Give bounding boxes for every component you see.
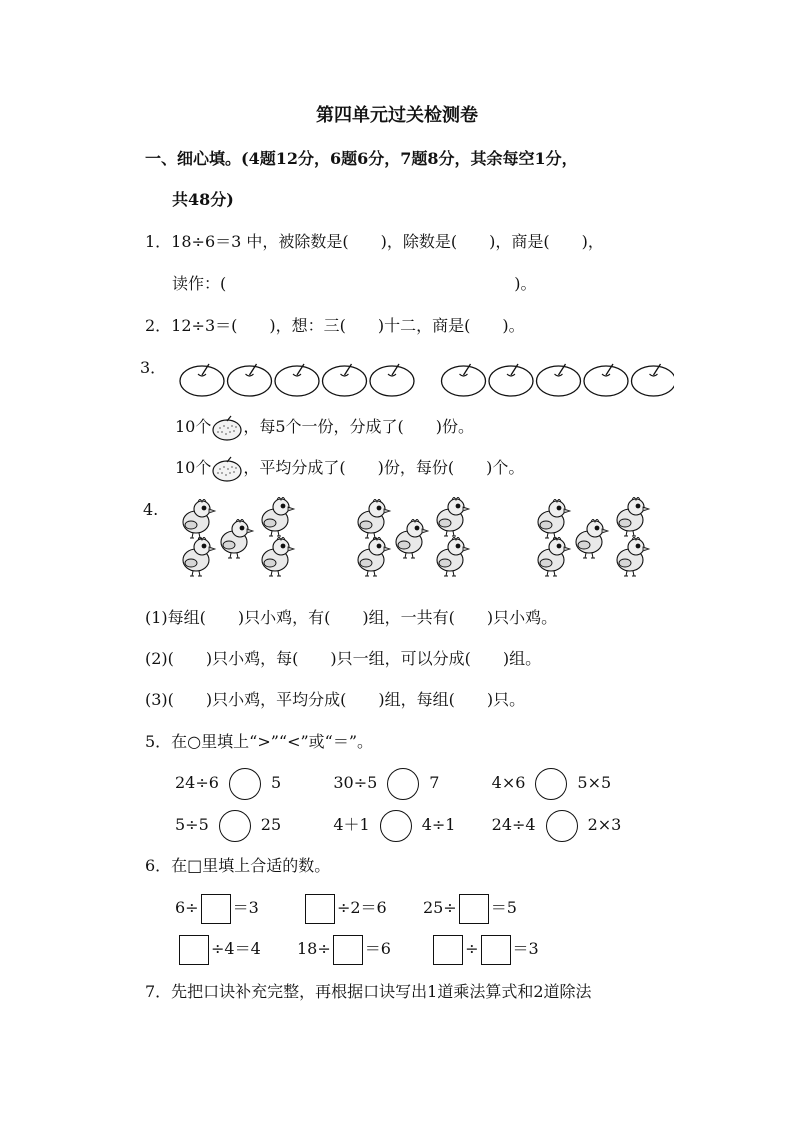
q6-expr-part: 18÷: [296, 939, 331, 958]
apple-icon: [275, 364, 319, 396]
q4-sub2: (2)( )只小鸡，每( )只一组，可以分成( )组。: [145, 649, 542, 668]
q5-expr-left: 5÷5: [175, 815, 209, 834]
chick-icon: [183, 500, 215, 539]
apple-icon: [584, 364, 628, 396]
apple-icon: [489, 364, 533, 396]
chick-icon: [617, 538, 649, 577]
page-title: 第四单元过关检测卷: [316, 105, 478, 126]
q5-expr-right: 4÷1: [421, 815, 456, 834]
q5-expr-right: 2×3: [587, 815, 622, 834]
q6-row1: [175, 891, 517, 925]
answer-box[interactable]: [305, 894, 335, 924]
section-heading-cont: 共48分): [172, 190, 234, 209]
q3-line1: [175, 413, 474, 442]
q6-expr-part: ＝3: [512, 939, 539, 958]
apple-icon: [180, 364, 224, 396]
q3-line1-pre: 10个: [175, 417, 212, 436]
chick-icon: [437, 498, 469, 537]
section-heading: 一、细心填。(4题12分，6题6分，7题8分，其余每空1分，: [145, 149, 578, 168]
q5-expr-left: 4×6: [491, 773, 526, 792]
chick-groups-icon: [170, 494, 660, 580]
q2-line1: 2．12÷3＝( )，想：三( )十二，商是( )。: [145, 316, 525, 335]
q6-expr-part: ÷2＝6: [336, 898, 387, 917]
answer-box[interactable]: [481, 935, 511, 965]
q5-expr-right: 5×5: [577, 773, 612, 792]
q5-instruction: 5．在○里填上“>”“<”或“＝”。: [145, 732, 374, 751]
q4-number: 4.: [143, 500, 159, 519]
answer-box[interactable]: [201, 894, 231, 924]
apple-row-icon: [178, 360, 674, 398]
chick-icon: [262, 538, 294, 577]
apple-icon: [370, 364, 414, 396]
q5-expr-right: 7: [429, 773, 440, 792]
answer-box[interactable]: [459, 894, 489, 924]
apple-icon: [537, 364, 581, 396]
apple-icon: [228, 364, 272, 396]
q1-line2: 读作：( )。: [172, 274, 537, 293]
answer-box[interactable]: [433, 935, 463, 965]
q5-expr-right: 5: [270, 773, 282, 792]
chick-icon: [437, 538, 469, 577]
q6-expr-part: ＝6: [364, 939, 391, 958]
chick-icon: [538, 500, 570, 539]
apple-icon: [632, 364, 675, 396]
compare-circle[interactable]: [219, 810, 251, 842]
q6-expr-part: 25÷: [422, 898, 457, 917]
q5-expr-left: 30÷5: [333, 773, 378, 792]
q5-row2: [175, 809, 621, 842]
answer-box[interactable]: [179, 935, 209, 965]
q5-expr-left: 24÷6: [175, 773, 219, 792]
dotted-apple-icon: [211, 414, 243, 442]
compare-circle[interactable]: [380, 810, 412, 842]
q3-line2: [175, 454, 524, 483]
apple-icon: [323, 364, 367, 396]
q7-line1: 7．先把口诀补充完整，再根据口诀写出1道乘法算式和2道除法: [145, 982, 592, 1001]
compare-circle[interactable]: [535, 768, 567, 800]
q6-expr-part: ÷4＝4: [211, 939, 261, 958]
q6-row2: [177, 932, 539, 966]
q4-sub3: (3)( )只小鸡，平均分成( )组，每组( )只。: [145, 690, 526, 709]
q6-expr-part: ＝3: [232, 898, 259, 917]
q1-line1: 1．18÷6＝3 中，被除数是( )，除数是( )，商是( )，: [145, 232, 604, 251]
apple-icon: [442, 364, 486, 396]
q5-expr-left: 4＋1: [333, 815, 370, 834]
chick-icon: [221, 520, 253, 559]
q5-row1: [175, 767, 611, 800]
q6-expr-part: ＝5: [490, 898, 517, 917]
q3-line1-post: ，每5个一份，分成了( )份。: [243, 417, 475, 436]
compare-circle[interactable]: [387, 768, 419, 800]
dotted-apple-icon: [211, 455, 243, 483]
chick-icon: [183, 538, 215, 577]
chick-icon: [262, 498, 294, 537]
compare-circle[interactable]: [229, 768, 261, 800]
chick-icon: [358, 500, 390, 539]
q3-number: 3．: [140, 358, 167, 377]
q3-line2-post: ，平均分成了( )份，每份( )个。: [243, 458, 525, 477]
chick-icon: [538, 538, 570, 577]
chick-icon: [396, 520, 428, 559]
chick-icon: [576, 520, 608, 559]
q5-expr-left: 24÷4: [491, 815, 536, 834]
compare-circle[interactable]: [546, 810, 578, 842]
answer-box[interactable]: [333, 935, 363, 965]
q4-sub1: (1)每组( )只小鸡，有( )组，一共有( )只小鸡。: [145, 608, 558, 627]
q3-line2-pre: 10个: [175, 458, 212, 477]
q5-expr-right: 25: [260, 815, 282, 834]
chick-icon: [358, 538, 390, 577]
q6-expr-part: 6÷: [175, 898, 199, 917]
q6-expr-part: ÷: [465, 939, 479, 958]
q6-instruction: 6．在□里填上合适的数。: [145, 856, 331, 875]
chick-icon: [617, 498, 649, 537]
